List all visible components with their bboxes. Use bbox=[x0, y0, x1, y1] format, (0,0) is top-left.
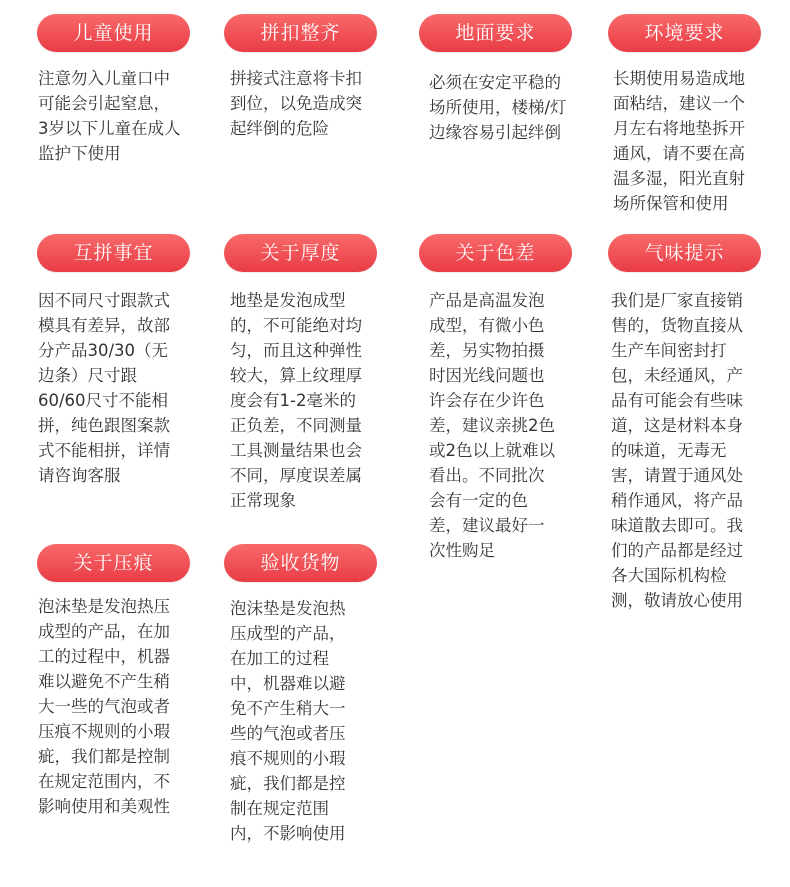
card-body: 拼接式注意将卡扣 到位，以免造成突 起绊倒的危险 bbox=[230, 69, 362, 138]
card-body: 产品是高温发泡 成型，有微小色 差，另实物拍摄 时因光线问题也 许会存在少许色 差，建议亲挑2色 或2色以上就难以 看出。不同批次 会有一定的色 差，建议最好一 次性购足 bbox=[429, 291, 555, 560]
card-title: 关于压痕 bbox=[37, 544, 190, 582]
card-body: 注意勿入儿童口中 可能会引起窒息， 3岁以下儿童在成人 监护下使用 bbox=[38, 69, 181, 163]
card-title: 拼扣整齐 bbox=[224, 14, 377, 52]
card-body: 我们是厂家直接销 售的，货物直接从 生产车间密封打 包，未经通风，产 品有可能会有些味 道，这是材料本身 的味道，无毒无 害，请置于通风处 稍作通风，将产品 味道散去即可。我 们的产品都是经过 各大国际机构检 测，敬请放心使用 bbox=[611, 291, 743, 610]
card-title: 关于厚度 bbox=[224, 234, 377, 272]
card-body: 泡沫垫是发泡热 压成型的产品， 在加工的过程 中，机器难以避 免不产生稍大一 些的气泡或者压 痕不规则的小瑕 疵，我们都是控 制在规定范围 内，不影响使用 bbox=[230, 599, 346, 843]
card-body: 地垫是发泡成型 的，不可能绝对均 匀，而且这种弹性 较大，算上纹理厚 度会有1-2毫米的 正负差，不同测量 工具测量结果也会 不同，厚度误差属 正常现象 bbox=[230, 291, 362, 510]
card-title: 地面要求 bbox=[419, 14, 572, 52]
card-body: 长期使用易造成地 面粘结，建议一个 月左右将地垫拆开 通风，请不要在高 温多湿，阳光直射 场所保管和使用 bbox=[613, 69, 745, 213]
card-title: 验收货物 bbox=[224, 544, 377, 582]
card-title: 关于色差 bbox=[419, 234, 572, 272]
card-title: 互拼事宜 bbox=[37, 234, 190, 272]
card-title: 环境要求 bbox=[608, 14, 761, 52]
card-title: 气味提示 bbox=[608, 234, 761, 272]
card-body: 泡沫垫是发泡热压 成型的产品，在加 工的过程中，机器 难以避免不产生稍 大一些的气泡或者 压痕不规则的小瑕 疵，我们都是控制 在规定范围内，不 影响使用和美观性 bbox=[38, 597, 170, 816]
card-body: 必须在安定平稳的 场所使用，楼梯/灯 边缘容易引起绊倒 bbox=[429, 73, 567, 142]
card-title: 儿童使用 bbox=[37, 14, 190, 52]
card-body: 因不同尺寸跟款式 模具有差异，故部 分产品30/30（无 边条）尺寸跟 60/60尺寸不能相 拼，纯色跟图案款 式不能相拼，详情 请咨询客服 bbox=[38, 291, 170, 485]
